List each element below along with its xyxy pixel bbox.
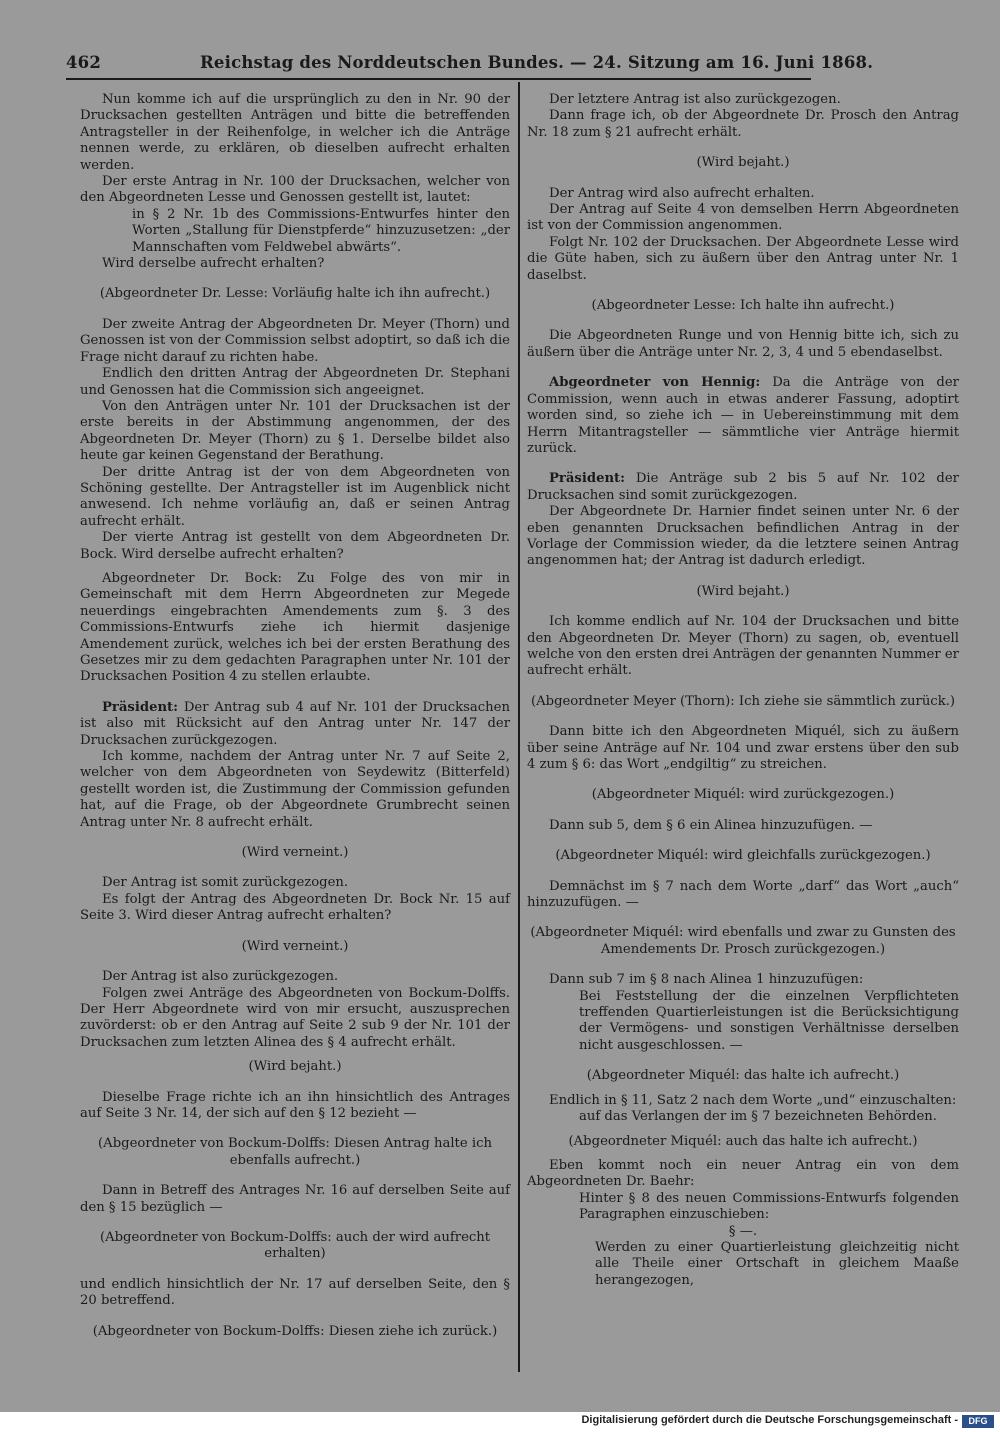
interjection: (Wird bejaht.) <box>696 583 790 599</box>
interjection: (Abgeordneter Miquél: wird ebenfalls und zwar zu Gunsten des Amendements Dr. Prosch zurückgezogen.) <box>530 925 956 957</box>
paragraph: Nun komme ich auf die ursprünglich zu den in Nr. 90 der Drucksachen gestellten Anträgen und bitte die betreffenden Antragsteller in der Reihenfolge, in welcher ich die Anträge nennen werde, zu erklären, ob dieselben aufrecht erhalten werden. <box>80 92 510 173</box>
header-rule <box>66 78 811 80</box>
paragraph: Der vierte Antrag ist gestellt von dem Abgeordneten Dr. Bock. Wird derselbe aufrecht erhalten? <box>80 530 510 562</box>
interjection: (Abgeordneter Lesse: Ich halte ihn aufrecht.) <box>591 298 895 314</box>
speech: Abgeordneter Dr. Bock: Zu Folge des von mir in Gemeinschaft mit dem Herrn Abgeordneten zur Megede neuerdings eingebrachten Amendements zum §. 3 des Commissions-Entwurfs ziehe ich hiermit dasjenige Amendement zurück, welches ich bei der ersten Berathung des Gesetzes mir zu dem gedachten Paragraphen unter Nr. 101 der Drucksachen Position 4 zu stellen erlaubte. <box>80 570 510 685</box>
running-title: Reichstag des Norddeutschen Bundes. — 24. Sitzung am 16. Juni 1868. <box>200 53 874 72</box>
paragraph: Der Abgeordnete Dr. Harnier findet seinen unter Nr. 6 der eben genannten Drucksachen befindlichen Antrag in der Vorlage der Commission wieder, da die letztere seinen Antrag angenommen hat; der Antrag ist dadurch erledigt. <box>527 504 959 569</box>
paragraph: Die Abgeordneten Runge und von Hennig bitte ich, sich zu äußern über die Anträge unter Nr. 2, 3, 4 und 5 ebendaselbst. <box>527 328 959 360</box>
quoted-amendment: auf das Verlangen der im § 7 bezeichneten Behörden. <box>579 1109 937 1125</box>
speech: Präsident: Die Anträge sub 2 bis 5 auf Nr. 102 der Drucksachen sind somit zurückgezogen. <box>527 471 959 503</box>
interjection: (Abgeordneter Meyer (Thorn): Ich ziehe sie sämmtlich zurück.) <box>530 693 956 709</box>
paragraph: Der erste Antrag in Nr. 100 der Drucksachen, welcher von den Abgeordneten Lesse und Genossen gestellt ist, lautet: <box>80 174 510 206</box>
interjection: (Abgeordneter von Bockum-Dolffs: auch der wird aufrecht erhalten) <box>99 1229 491 1262</box>
page-number: 462 <box>66 53 102 72</box>
interjection: (Abgeordneter Miquél: das halte ich aufrecht.) <box>586 1068 900 1084</box>
paragraph: Der Antrag ist also zurückgezogen. <box>102 969 339 985</box>
page-header <box>66 53 874 79</box>
speaker: Abgeordneter Dr. Bock: <box>102 570 282 586</box>
interjection: (Abgeordneter von Bockum-Dolffs: Diesen ziehe ich zurück.) <box>92 1323 498 1339</box>
footer-bar <box>0 1412 1000 1432</box>
paragraph: Ich komme, nachdem der Antrag unter Nr. 7 auf Seite 2, welcher von dem Abgeordneten von Seydewitz (Bitterfeld) gestellt worden ist, die Zustimmung der Commission gefunden hat, auf die Frage, ob der Abgeordnete Grumbrecht seinen Antrag unter Nr. 8 aufrecht erhält. <box>80 749 510 830</box>
interjection: (Wird verneint.) <box>241 845 349 861</box>
paragraph: Dann frage ich, ob der Abgeordnete Dr. Prosch den Antrag Nr. 18 zum § 21 aufrecht erhält. <box>527 108 959 140</box>
paragraph: Ich komme endlich auf Nr. 104 der Drucksachen und bitte den Abgeordneten Dr. Meyer (Thorn) zu sagen, ob, eventuell welche von den ersten drei Anträgen der genannten Nummer er aufrecht erhält. <box>527 614 959 679</box>
speaker: Abgeordneter von Hennig: <box>549 375 761 391</box>
paragraph: Der Antrag auf Seite 4 von demselben Herrn Abgeordneten ist von der Commission angenommen. <box>527 202 959 234</box>
interjection: (Abgeordneter Miquél: wird gleichfalls zurückgezogen.) <box>555 848 931 864</box>
speech: Abgeordneter von Hennig: Da die Anträge von der Commission, wenn auch in etwas anderer Fassung, adoptirt worden sind, so ziehe ich — in Uebereinstimmung mit dem Herrn Mitantragsteller — sämmtliche vier Anträge hiermit zurück. <box>527 375 959 456</box>
paragraph: Dann bitte ich den Abgeordneten Miquél, sich zu äußern über seine Anträge auf Nr. 104 und zwar erstens über den sub 4 zum § 6: das Wort „endgiltig“ zu streichen. <box>527 724 959 772</box>
paragraph: Dann sub 7 im § 8 nach Alinea 1 hinzuzufügen: <box>549 972 864 988</box>
paragraph: Der zweite Antrag der Abgeordneten Dr. Meyer (Thorn) und Genossen ist von der Commission selbst adoptirt, so daß ich die Frage nicht darauf zu richten habe. <box>80 316 510 365</box>
interjection: (Abgeordneter von Bockum-Dolffs: Diesen Antrag halte ich ebenfalls aufrecht.) <box>98 1136 492 1168</box>
quoted-amendment: in § 2 Nr. 1b des Commissions-Entwurfes hinter den Worten „Stallung für Dienstpferde“ hinzuzusetzen: „der Mannschaften vom Feldwebel abwärts“. <box>132 206 510 255</box>
dfg-logo: DFG <box>962 1415 994 1428</box>
paragraph: Dieselbe Frage richte ich an ihn hinsichtlich des Antrages auf Seite 3 Nr. 14, der sich auf den § 12 bezieht — <box>80 1089 510 1121</box>
paragraph: Demnächst im § 7 nach dem Worte „darf“ das Wort „auch“ hinzuzufügen. — <box>527 878 959 911</box>
paragraph: Der dritte Antrag ist der von dem Abgeordneten von Schöning gestellte. Der Antragsteller ist im Augenblick nicht anwesend. Ich nehme vorläufig an, daß er seinen Antrag aufrecht erhält. <box>80 464 510 529</box>
paragraph: Der Antrag wird also aufrecht erhalten. <box>549 185 815 201</box>
paragraph: Eben kommt noch ein neuer Antrag ein von dem Abgeordneten Dr. Baehr: <box>527 1157 959 1190</box>
interjection: (Abgeordneter Miquél: auch das halte ich aufrecht.) <box>568 1133 918 1149</box>
interjection: (Wird verneint.) <box>241 938 349 954</box>
paragraph: Wird derselbe aufrecht erhalten? <box>102 256 325 272</box>
paragraph: Der Antrag ist somit zurückgezogen. <box>102 875 349 891</box>
right-column <box>527 92 959 1289</box>
paragraph: Endlich in § 11, Satz 2 nach dem Worte „und“ einzuschalten: <box>549 1092 957 1108</box>
quoted-amendment: Bei Feststellung der die einzelnen Verpflichteten treffenden Quartierleistungen ist die Berücksichtigung der Vermögens- und sonstigen Verhältnisse derselben nicht ausgeschlossen. — <box>579 988 959 1053</box>
paragraph: Dann in Betreff des Antrages Nr. 16 auf derselben Seite auf den § 15 bezüglich — <box>80 1183 510 1215</box>
paragraph: Folgen zwei Anträge des Abgeordneten von Bockum-Dolffs. Der Herr Abgeordnete wird von mir ersucht, auszusprechen zuvörderst: ob er den Antrag auf Seite 2 sub 9 der Nr. 101 der Drucksachen zum letzten Alinea des § 4 aufrecht erhält. <box>80 985 510 1050</box>
quoted-amendment: Hinter § 8 des neuen Commissions-Entwurfs folgenden Paragraphen einzuschieben: <box>579 1190 959 1223</box>
interjection: (Wird bejaht.) <box>248 1059 342 1075</box>
interjection: (Abgeordneter Dr. Lesse: Vorläufig halte ich ihn aufrecht.) <box>99 286 491 302</box>
paragraph: Es folgt der Antrag des Abgeordneten Dr. Bock Nr. 15 auf Seite 3. Wird dieser Antrag aufrecht erhalten? <box>80 891 510 924</box>
paragraph: Von den Anträgen unter Nr. 101 der Drucksachen ist der erste bereits in der Abstimmung angenommen, der des Abgeordneten Dr. Meyer (Thorn) zu § 1. Derselbe bildet also heute gar keinen Gegenstand der Berathung. <box>80 398 510 464</box>
section-sign: § —. <box>728 1223 758 1239</box>
funding-credit: Digitalisierung gefördert durch die Deutsche Forschungsgemeinschaft - <box>581 1414 958 1426</box>
left-column <box>80 92 510 1340</box>
paragraph: Folgt Nr. 102 der Drucksachen. Der Abgeordnete Lesse wird die Güte haben, sich zu äußern über den Antrag unter Nr. 1 daselbst. <box>527 234 959 283</box>
paragraph: Endlich den dritten Antrag der Abgeordneten Dr. Stephani und Genossen hat die Commission sich angeeignet. <box>80 366 510 398</box>
paragraph: Der letztere Antrag ist also zurückgezogen. <box>549 92 841 107</box>
quoted-amendment: Werden zu einer Quartierleistung gleichzeitig nicht alle Theile einer Ortschaft in gleichem Maaße herangezogen, <box>595 1239 959 1288</box>
speaker-president: Präsident: <box>102 699 179 715</box>
interjection: (Abgeordneter Miquél: wird zurückgezogen.) <box>591 787 895 803</box>
paragraph: Dann sub 5, dem § 6 ein Alinea hinzuzufügen. — <box>549 817 873 833</box>
speech: Präsident: Der Antrag sub 4 auf Nr. 101 der Drucksachen ist also mit Rücksicht auf den Antrag unter Nr. 147 der Drucksachen zurückgezogen. <box>80 699 510 748</box>
speaker-president: Präsident: <box>549 471 626 487</box>
interjection: (Wird bejaht.) <box>696 155 790 171</box>
column-divider <box>518 82 520 1372</box>
paragraph: und endlich hinsichtlich der Nr. 17 auf derselben Seite, den § 20 betreffend. <box>80 1276 510 1309</box>
